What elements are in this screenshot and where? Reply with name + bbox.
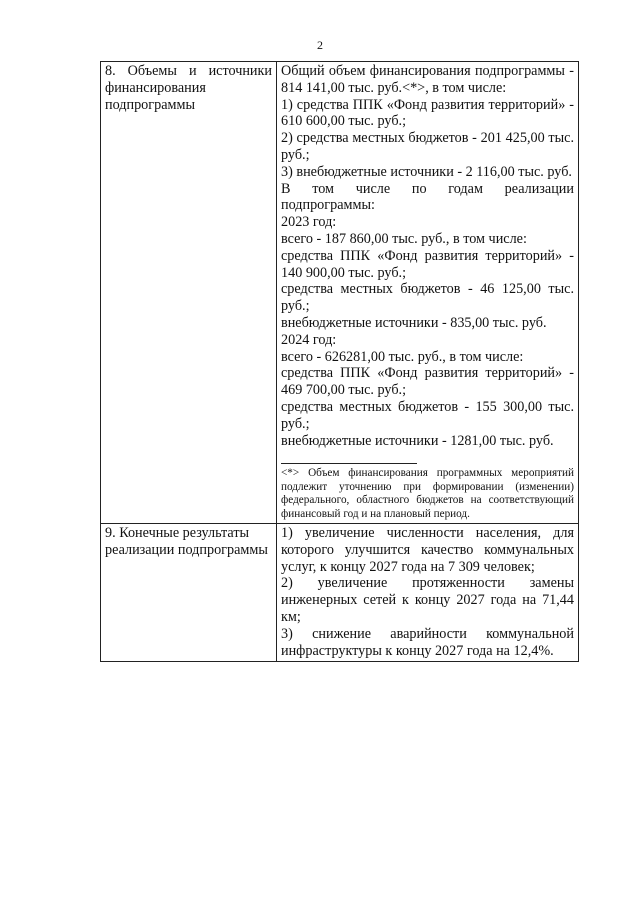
row-label-cell — [101, 523, 277, 661]
footnote-divider — [281, 463, 417, 464]
year-2024-total: всего - 626281,00 тыс. руб., в том числе: — [281, 348, 524, 365]
year-2024-fund: средства ППК «Фонд развития территорий» - 469 700,00 тыс. руб.; — [281, 365, 574, 399]
financing-total: Общий объем финансирования подпрограммы - 814 141,00 тыс. руб.<*>, в том числе: — [281, 63, 574, 96]
financing-source-2: 2) средства местных бюджетов - 201 425,00 тыс. руб.; — [281, 130, 574, 163]
table-row — [101, 62, 579, 524]
subprogram-passport-table — [100, 61, 579, 662]
financing-source-1: 1) средства ППК «Фонд развития территорий» - 610 600,00 тыс. руб.; — [281, 96, 574, 130]
year-2023-total: всего - 187 860,00 тыс. руб., в том числе: — [281, 230, 527, 247]
by-years-heading: В том числе по годам реализации подпрограммы: — [281, 180, 574, 214]
year-2023-heading: 2023 год: — [281, 214, 337, 231]
result-2: 2) увеличение протяженности замены инженерных сетей к концу 2027 года на 71,44 км; — [281, 575, 574, 625]
year-2024-local: средства местных бюджетов - 155 300,00 тыс. руб.; — [281, 398, 574, 432]
year-2023-fund: средства ППК «Фонд развития территорий» - 140 900,00 тыс. руб.; — [281, 247, 574, 281]
year-2024-offbudget: внебюджетные источники - 1281,00 тыс. руб. — [281, 432, 554, 449]
row-label: 9. Конечные результаты реализации подпрограммы — [105, 524, 268, 558]
row-content-cell — [277, 62, 579, 524]
result-3: 3) снижение аварийности коммунальной инфраструктуры к концу 2027 года на 12,4%. — [281, 625, 574, 659]
year-2023-local: средства местных бюджетов - 46 125,00 тыс. руб.; — [281, 281, 574, 315]
table-row — [101, 523, 579, 661]
footnote: <*> Объем финансирования программных мероприятий подлежит уточнению при формировании (изменении) федерального, областного бюджетов на соответствующий финансовый год и на плановый период. — [281, 467, 574, 520]
year-2023-offbudget: внебюджетные источники - 835,00 тыс. руб. — [281, 314, 547, 331]
row-label-cell — [101, 62, 277, 524]
page-number: 2 — [317, 38, 323, 52]
financing-source-3: 3) внебюджетные источники - 2 116,00 тыс. руб. — [281, 163, 572, 180]
row-content-cell — [277, 523, 579, 661]
result-1: 1) увеличение численности населения, для которого улучшится качество коммунальных услуг, к концу 2027 года на 7 309 человек; — [281, 524, 574, 575]
year-2024-heading: 2024 год: — [281, 331, 337, 348]
row-label: 8. Объемы и источники финансирования подпрограммы — [105, 63, 272, 113]
